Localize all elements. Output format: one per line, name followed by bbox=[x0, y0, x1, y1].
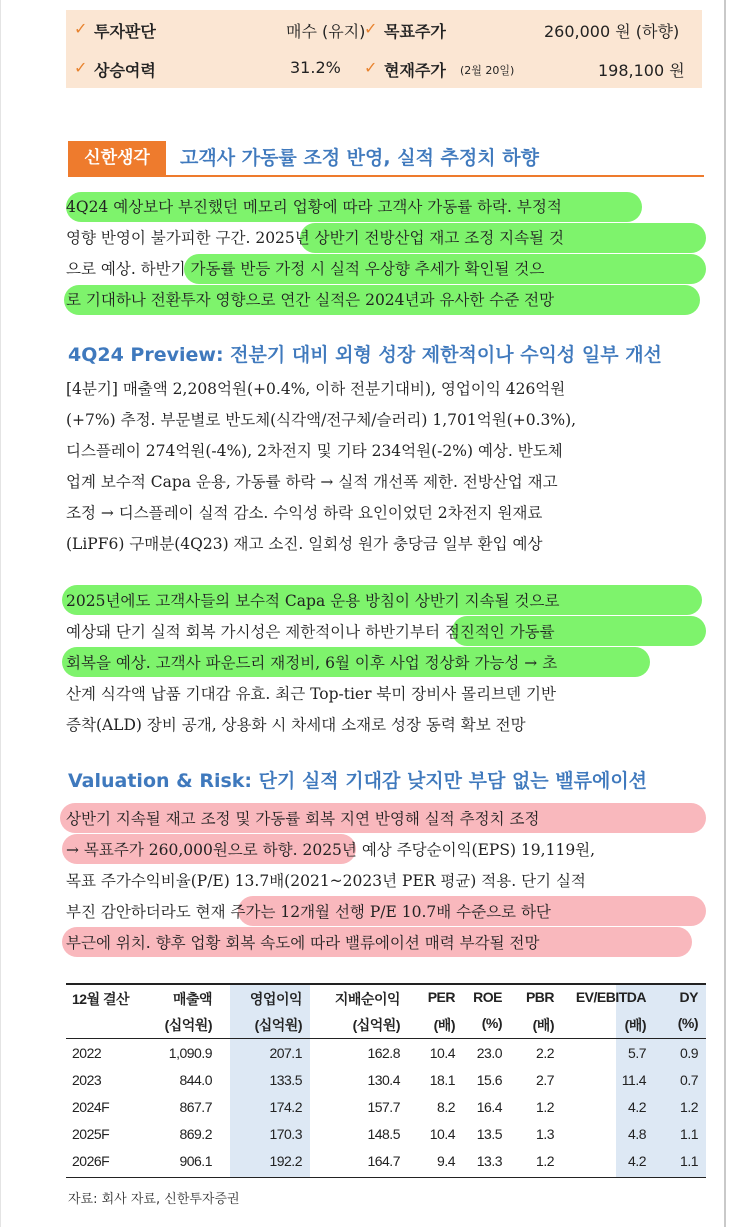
check-icon: ✓ bbox=[74, 58, 88, 77]
header-unit-dy: (%) bbox=[677, 1015, 698, 1031]
table-cell-ev-ebitda: 4.8 bbox=[628, 1126, 646, 1142]
table-cell-net-income: 162.8 bbox=[367, 1045, 400, 1061]
table-source: 자료: 회사 자료, 신한투자증권 bbox=[68, 1192, 240, 1207]
summary-paragraph bbox=[66, 190, 706, 320]
table-cell-op-profit: 207.1 bbox=[269, 1045, 302, 1061]
table-cell-dy: 1.1 bbox=[680, 1153, 698, 1169]
header-roe: ROE bbox=[473, 989, 502, 1005]
section-divider bbox=[68, 175, 704, 177]
header-dy: DY bbox=[679, 989, 698, 1005]
table-cell-net-income: 164.7 bbox=[367, 1153, 400, 1169]
check-icon: ✓ bbox=[74, 19, 88, 38]
outlook-paragraph bbox=[66, 585, 706, 745]
header-unit-net-income: (십억원) bbox=[352, 1017, 400, 1033]
table-cell-ev-ebitda: 11.4 bbox=[621, 1072, 646, 1088]
upside-label: 상승여력 bbox=[94, 61, 156, 80]
table-cell-net-income: 130.4 bbox=[367, 1072, 400, 1088]
text-line: 영향 반영이 불가피한 구간. 2025년 상반기 전방산업 재고 조정 지속될 것 bbox=[66, 229, 564, 247]
text-line: 증착(ALD) 장비 공개, 상용화 시 차세대 소재로 성장 동력 확보 전망 bbox=[66, 716, 526, 734]
text-line: (+7%) 추정. 부문별로 반도체(식각액/전구체/슬러리) 1,701억원(+0.3%), bbox=[66, 411, 577, 429]
right-border bbox=[724, 0, 726, 1227]
table-cell-roe: 15.6 bbox=[476, 1072, 502, 1088]
table-cell-pbr: 2.7 bbox=[536, 1072, 554, 1088]
text-line: 2025년에도 고객사들의 보수적 Capa 운용 방침이 상반기 지속될 것으로 bbox=[66, 592, 560, 610]
investment-summary-box bbox=[66, 10, 702, 88]
text-line: (LiPF6) 구매분(4Q23) 재고 소진. 일회성 원가 충당금 일부 환입 예상 bbox=[66, 535, 543, 553]
target-price-label: 목표주가 bbox=[384, 22, 446, 41]
text-line: 목표 주가수익비율(P/E) 13.7배(2021~2023년 PER 평균) 적용. 단기 실적 bbox=[66, 872, 586, 890]
investment-opinion-label: 투자판단 bbox=[94, 22, 156, 41]
text-line: 부진 감안하더라도 현재 주가는 12개월 선행 P/E 10.7배 수준으로 하단 bbox=[66, 903, 551, 921]
table-top-rule bbox=[66, 983, 706, 985]
summary-row-1 bbox=[66, 10, 702, 49]
table-cell-roe: 16.4 bbox=[476, 1099, 502, 1115]
preview-paragraph bbox=[66, 374, 706, 564]
table-cell-year: 2023 bbox=[72, 1072, 102, 1088]
text-line: 상반기 지속될 재고 조정 및 가동률 회복 지연 반영해 실적 추정치 조정 bbox=[66, 810, 540, 828]
table-cell-year: 2025F bbox=[72, 1126, 110, 1142]
financials-table bbox=[66, 983, 706, 1178]
text-line: 조정 → 디스플레이 실적 감소. 수익성 하락 요인이었던 2차전지 원재료 bbox=[66, 504, 543, 522]
text-line: 디스플레이 274억원(-4%), 2차전지 및 기타 234억원(-2%) 예상. 반도체 bbox=[66, 442, 563, 460]
table-cell-sales: 869.2 bbox=[179, 1126, 212, 1142]
header-pbr: PBR bbox=[525, 989, 554, 1005]
header-op-profit: 영업이익 bbox=[249, 991, 302, 1007]
table-cell-net-income: 148.5 bbox=[367, 1126, 400, 1142]
header-unit-per: (배) bbox=[433, 1017, 455, 1033]
table-cell-year: 2022 bbox=[72, 1045, 102, 1061]
table-cell-roe: 23.0 bbox=[476, 1045, 502, 1061]
table-cell-net-income: 157.7 bbox=[367, 1099, 400, 1115]
left-border bbox=[0, 0, 1, 1227]
header-unit-roe: (%) bbox=[481, 1015, 502, 1031]
table-cell-per: 8.2 bbox=[437, 1099, 455, 1115]
table-cell-sales: 844.0 bbox=[179, 1072, 212, 1088]
table-cell-op-profit: 192.2 bbox=[269, 1153, 302, 1169]
text-line: 로 기대하나 전환투자 영향으로 연간 실적은 2024년과 유사한 수준 전망 bbox=[66, 291, 555, 309]
text-line: 업계 보수적 Capa 운용, 가동률 하락 → 실적 개선폭 제한. 전방산업 재고 bbox=[66, 473, 558, 491]
table-cell-dy: 0.7 bbox=[680, 1072, 698, 1088]
current-price-label: 현재주가 bbox=[384, 61, 446, 80]
table-cell-pbr: 1.2 bbox=[536, 1099, 554, 1115]
table-cell-op-profit: 170.3 bbox=[269, 1126, 302, 1142]
current-price-value: 198,100 원 bbox=[598, 61, 685, 80]
table-cell-op-profit: 174.2 bbox=[269, 1099, 302, 1115]
table-cell-sales: 1,090.9 bbox=[168, 1045, 212, 1061]
header-net-income: 지배순이익 bbox=[334, 991, 400, 1007]
table-cell-ev-ebitda: 5.7 bbox=[628, 1045, 646, 1061]
text-line: 4Q24 예상보다 부진했던 메모리 업황에 따라 고객사 가동률 하락. 부정적 bbox=[66, 198, 562, 216]
text-line: 부근에 위치. 향후 업황 회복 속도에 따라 밸류에이션 매력 부각될 전망 bbox=[66, 934, 540, 952]
target-price-value: 260,000 원 (하향) bbox=[544, 22, 680, 41]
preview-title: 4Q24 Preview: 전분기 대비 외형 성장 제한적이나 수익성 일부 개선 bbox=[68, 344, 662, 366]
section-title: 고객사 가동률 조정 반영, 실적 추정치 하향 bbox=[180, 147, 539, 169]
table-cell-per: 10.4 bbox=[429, 1045, 455, 1061]
valuation-title: Valuation & Risk: 단기 실적 기대감 낮지만 부담 없는 밸류에이션 bbox=[68, 770, 648, 792]
header-unit-pbr: (배) bbox=[532, 1017, 554, 1033]
table-cell-roe: 13.5 bbox=[476, 1126, 502, 1142]
header-unit-op-profit: (십억원) bbox=[254, 1017, 302, 1033]
header-year: 12월 결산 bbox=[72, 991, 130, 1007]
table-bottom-rule bbox=[66, 1177, 706, 1178]
table-cell-sales: 867.7 bbox=[179, 1099, 212, 1115]
table-cell-roe: 13.3 bbox=[476, 1153, 502, 1169]
text-line: 회복을 예상. 고객사 파운드리 재정비, 6월 이후 사업 정상화 가능성 → 초 bbox=[66, 654, 558, 672]
header-unit-ev-ebitda: (배) bbox=[624, 1017, 646, 1033]
text-line: 산계 식각액 납품 기대감 유효. 최근 Top-tier 북미 장비사 몰리브덴 기반 bbox=[66, 685, 556, 703]
table-cell-per: 9.4 bbox=[437, 1153, 455, 1169]
header-sales: 매출액 bbox=[172, 991, 212, 1007]
table-cell-per: 10.4 bbox=[429, 1126, 455, 1142]
text-line: 으로 예상. 하반기 가동률 반등 가정 시 실적 우상향 추세가 확인될 것으 bbox=[66, 260, 545, 278]
current-price-date: (2월 20일) bbox=[460, 64, 515, 77]
header-per: PER bbox=[427, 989, 455, 1005]
text-line: [4분기] 매출액 2,208억원(+0.4%, 이하 전분기대비), 영업이익 426억원 bbox=[66, 380, 566, 398]
valuation-paragraph bbox=[66, 803, 706, 963]
check-icon: ✓ bbox=[364, 19, 378, 38]
table-cell-op-profit: 133.5 bbox=[269, 1072, 302, 1088]
header-unit-sales: (십억원) bbox=[164, 1017, 212, 1033]
check-icon: ✓ bbox=[364, 58, 378, 77]
table-cell-ev-ebitda: 4.2 bbox=[628, 1099, 646, 1115]
text-line: → 목표주가 260,000원으로 하향. 2025년 예상 주당순이익(EPS) 19,119원, bbox=[66, 841, 596, 859]
table-cell-sales: 906.1 bbox=[179, 1153, 212, 1169]
summary-row-2 bbox=[66, 49, 702, 88]
table-cell-pbr: 2.2 bbox=[536, 1045, 554, 1061]
table-cell-dy: 1.2 bbox=[680, 1099, 698, 1115]
table-cell-per: 18.1 bbox=[429, 1072, 455, 1088]
investment-opinion-value: 매수 (유지) bbox=[286, 22, 366, 41]
table-header-rule bbox=[66, 1038, 706, 1039]
text-line: 예상돼 단기 실적 회복 가시성은 제한적이나 하반기부터 점진적인 가동률 bbox=[66, 623, 555, 641]
table-cell-year: 2026F bbox=[72, 1153, 110, 1169]
upside-value: 31.2% bbox=[290, 58, 341, 77]
table-cell-pbr: 1.3 bbox=[536, 1126, 554, 1142]
table-cell-pbr: 1.2 bbox=[536, 1153, 554, 1169]
table-cell-ev-ebitda: 4.2 bbox=[628, 1153, 646, 1169]
table-cell-dy: 1.1 bbox=[680, 1126, 698, 1142]
table-cell-dy: 0.9 bbox=[680, 1045, 698, 1061]
section-tag: 신한생각 bbox=[68, 141, 166, 175]
header-ev-ebitda: EV/EBITDA bbox=[575, 989, 646, 1005]
table-cell-year: 2024F bbox=[72, 1099, 110, 1115]
